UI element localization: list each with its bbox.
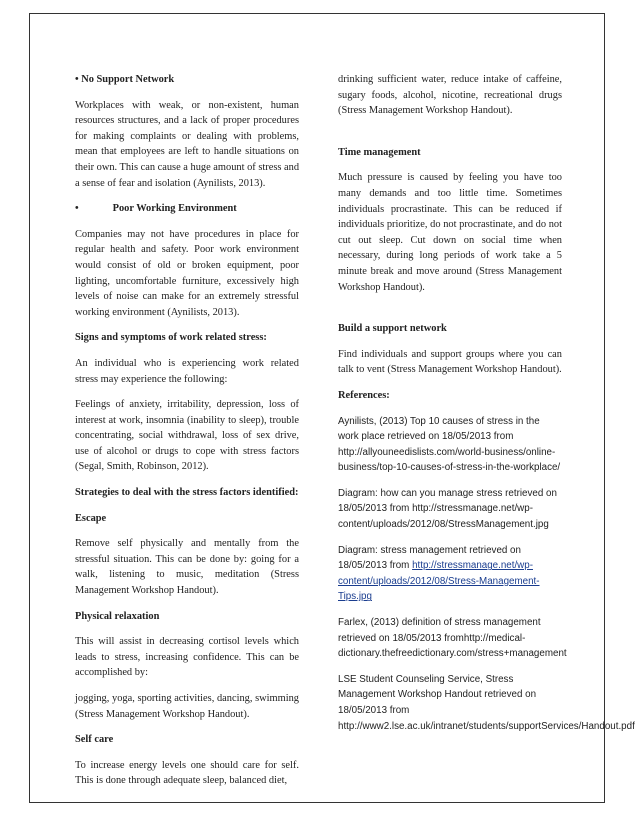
escape-heading: Escape xyxy=(75,512,107,524)
no-support-body: Workplaces with weak, or non-existent, human resources structures, and a lack of proper procedures for making complaints or dealing with problems, mean that employees are left to handle situations on their own. This can cause a huge amount of stress and a sense of fear and isolation (Aynilists, 2013). xyxy=(75,99,300,189)
bullet-icon: • xyxy=(75,203,79,215)
time-body: Much pressure is caused by feeling you have too many demands and too little time. Sometimes individuals procrastinate. This can be reduced if individuals prioritize, do not procrastinate, and do not cut out sleep. Cut down on social time when necessary, during long periods of work take a 5 minute break and move around (Stress Management Workshop Handout). xyxy=(338,172,562,293)
relax-body-1: This will assist in decreasing cortisol levels which leads to stress, increasing confidence. This can be accomplished by: xyxy=(75,636,299,679)
reference-1: Aynilists, (2013) Top 10 causes of stress in the work place retrieved on 18/05/2013 from http://allyouneedislists.com/world-business/online-business/top-10-causes-of-stress-in-the-workplace/ xyxy=(338,415,561,474)
selfcare-heading: Self care xyxy=(75,734,114,746)
spacer xyxy=(338,305,562,321)
right-column xyxy=(338,72,635,744)
reference-2: Diagram: how can you manage stress retrieved on 18/05/2013 from http://stressmanage.net/wp-content/uploads/2012/08/StressManagement.jpg xyxy=(338,487,557,531)
relax-body-2: jogging, yoga, sporting activities, dancing, swimming (Stress Management Workshop Handout). xyxy=(75,693,299,720)
reference-4-text: Farlex, (2013) definition of stress management retrieved on 18/05/2013 from xyxy=(338,617,541,644)
poor-env-body: Companies may not have procedures in place for regular health and safety. Poor work environment would consist of old or broken equipment, poor lighting, uncomfortable furniture, excessively high levels of noise can make for an extremely stressful working environment (Aynilists, 2013). xyxy=(75,228,299,318)
reference-4-url: http://medical-dictionary.thefreedictionary.com/stress+management xyxy=(338,632,567,660)
signs-intro: An individual who is experiencing work related stress may experience the following: xyxy=(75,357,299,385)
time-heading: Time management xyxy=(338,146,421,158)
reference-3-text: Diagram: stress management retrieved on 18/05/2013 from xyxy=(338,544,521,572)
support-body: Find individuals and support groups where you can talk to vent (Stress Management Workshop Handout). xyxy=(338,348,562,376)
spacer xyxy=(338,129,562,145)
support-heading: Build a support network xyxy=(338,323,447,335)
relax-heading: Physical relaxation xyxy=(75,610,160,622)
poor-env-heading: Poor Working Environment xyxy=(112,203,237,215)
reference-5: LSE Student Counseling Service, Stress Management Workshop Handout retrieved on 18/05/2013 from http://www2.lse.ac.uk/intranet/students/supportServices/Handout.pdf xyxy=(338,673,635,732)
poor-env-heading-row xyxy=(75,201,299,217)
selfcare-continued: drinking sufficient water, reduce intake of caffeine, sugary foods, alcohol, nicotine, recreational drugs (Stress Management Workshop Handout). xyxy=(338,74,562,117)
selfcare-body: To increase energy levels one should care for self. This is done through adequate sleep, balanced diet, xyxy=(75,759,299,787)
escape-body: Remove self physically and mentally from the stressful situation. This can be done by: going for a walk, listening to music, meditation (Stress Management Workshop Handout). xyxy=(75,538,299,597)
reference-3 xyxy=(338,543,562,605)
reference-4 xyxy=(338,615,567,662)
left-column xyxy=(75,72,299,799)
signs-heading: Signs and symptoms of work related stress: xyxy=(75,332,267,344)
signs-body: Feelings of anxiety, irritability, depression, loss of interest at work, insomnia (inability to sleep), trouble concentrating, social withdrawal, loss of sex drive, use of alcohol or drugs to cope with stress factors (Segal, Smith, Robinson, 2012). xyxy=(75,399,299,473)
reference-3-link[interactable]: http://stressmanage.net/wp-content/uploads/2012/08/Stress-Management-Tips.jpg xyxy=(338,560,540,603)
strategies-heading: Strategies to deal with the stress factors identified: xyxy=(75,487,299,499)
no-support-heading: • No Support Network xyxy=(75,74,175,85)
references-heading: References: xyxy=(338,389,390,401)
